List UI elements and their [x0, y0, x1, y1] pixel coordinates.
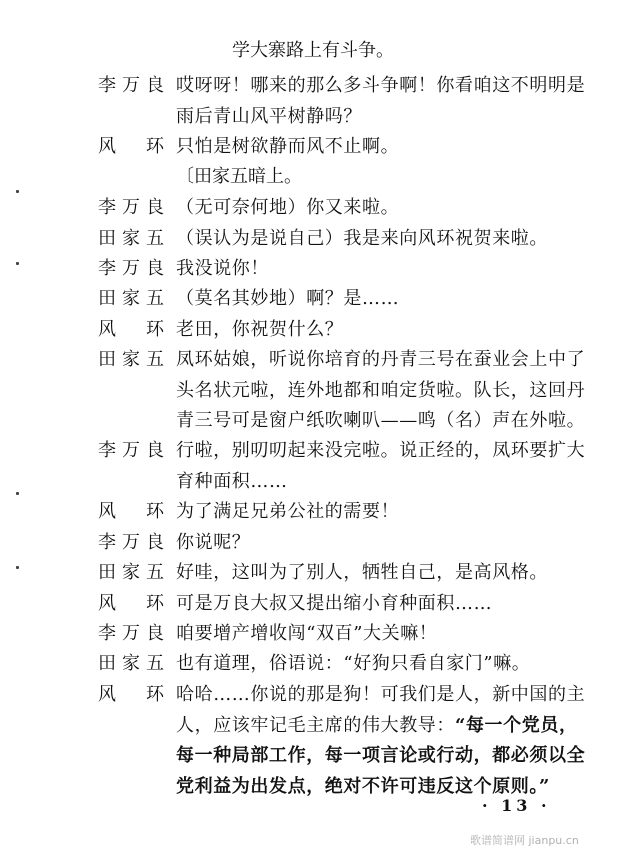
speech-line: 你说呢？ — [176, 532, 251, 553]
speech-line: 可是万良大叔又提出缩小育种面积…… — [176, 593, 493, 614]
speech-line: 也有道理，俗语说：“好狗只看自家门”嘛。 — [176, 653, 531, 674]
speaker-name: 李万良 — [98, 258, 164, 279]
speech — [176, 497, 596, 528]
speech-line: 我没说你！ — [176, 258, 269, 279]
speech-line: 哈哈……你说的那是狗！可我们是人，新中国的主 — [176, 684, 586, 705]
speech — [176, 649, 596, 680]
quote-line: 党利益为出发点，绝对不许可违反这个原则。” — [176, 775, 550, 797]
speaker-name: 风 环 — [98, 501, 164, 522]
speaker-name: 田家五 — [98, 288, 164, 309]
speaker-name: 田家五 — [98, 562, 164, 583]
margin-mark — [16, 190, 19, 193]
speech — [176, 589, 596, 620]
speech — [176, 284, 596, 315]
quote-fragment: “每一个党员， — [455, 714, 578, 736]
speaker-name: 李万良 — [98, 623, 164, 644]
speech — [176, 558, 596, 589]
speaker-name: 李万良 — [98, 197, 164, 218]
margin-mark — [16, 492, 19, 495]
speech-line: （无可奈何地）你又来啦。 — [176, 197, 400, 218]
speech-line: 育种面积…… — [176, 470, 288, 492]
speech-line: 行啦，别叨叨起来没完啦。说正经的，凤环要扩大 — [176, 440, 586, 461]
watermark: 歌谱简谱网 jianpu.cn — [470, 834, 579, 847]
speaker-name: 李万良 — [98, 75, 164, 96]
speech — [176, 436, 596, 497]
speaker-name: 田家五 — [98, 349, 164, 370]
speech — [176, 254, 596, 285]
speaker-name: 风 环 — [98, 136, 164, 157]
speech — [176, 71, 596, 132]
speaker-name: 田家五 — [98, 653, 164, 674]
speaker-name: 李万良 — [98, 532, 164, 553]
first-line: 学大寨路上有斗争。 — [232, 40, 394, 61]
speech — [176, 680, 596, 802]
speech-line: 头名状元啦，连外地都和咱定货啦。队长，这回丹 — [176, 379, 586, 401]
speaker-name: 风 环 — [98, 593, 164, 614]
speech-fragment: 人，应该牢记毛主席的伟大教导： — [176, 714, 455, 736]
speaker-name: 风 环 — [98, 319, 164, 340]
speech — [176, 345, 596, 437]
speaker-name: 李万良 — [98, 440, 164, 461]
speech — [176, 315, 596, 346]
speech-line: （误认为是说自己）我是来向风环祝贺来啦。 — [176, 228, 548, 249]
speech — [176, 224, 596, 255]
speech — [176, 619, 596, 650]
speech-line: 青三号可是窗户纸吹喇叭——鸣（名）声在外啦。 — [176, 410, 586, 431]
speech-line: 哎呀呀！哪来的那么多斗争啊！你看咱这不明明是 — [176, 75, 586, 96]
speaker-name: 田家五 — [98, 228, 164, 249]
speaker-name: 风 环 — [98, 684, 164, 705]
speech — [176, 132, 596, 163]
speech-line: 只怕是树欲静而风不止啊。 — [176, 136, 400, 157]
speech — [176, 528, 596, 559]
stage-direction: 〔田家五暗上。 — [176, 166, 302, 187]
speech-line: 好哇，这叫为了别人，牺牲自己，是高风格。 — [176, 562, 548, 583]
speech-line: 咱要增产增收闯“双百”大关嘛！ — [176, 623, 438, 644]
margin-mark — [16, 566, 19, 569]
speech-line: 为了满足兄弟公社的需要！ — [176, 501, 400, 522]
page-number: · 13 · — [482, 796, 551, 815]
speech-line: （莫名其妙地）啊？是…… — [176, 288, 400, 309]
margin-mark — [16, 262, 19, 265]
speech — [176, 193, 596, 224]
speech-line: 雨后青山风平树静吗？ — [176, 105, 362, 127]
speech-line: 凤环姑娘，听说你培育的丹青三号在蚕业会上中了 — [176, 349, 586, 370]
quote-line: 每一种局部工作，每一项言论或行动，都必须以全 — [176, 745, 586, 766]
speech-line: 老田，你祝贺什么？ — [176, 319, 344, 340]
speech-line — [176, 711, 596, 742]
